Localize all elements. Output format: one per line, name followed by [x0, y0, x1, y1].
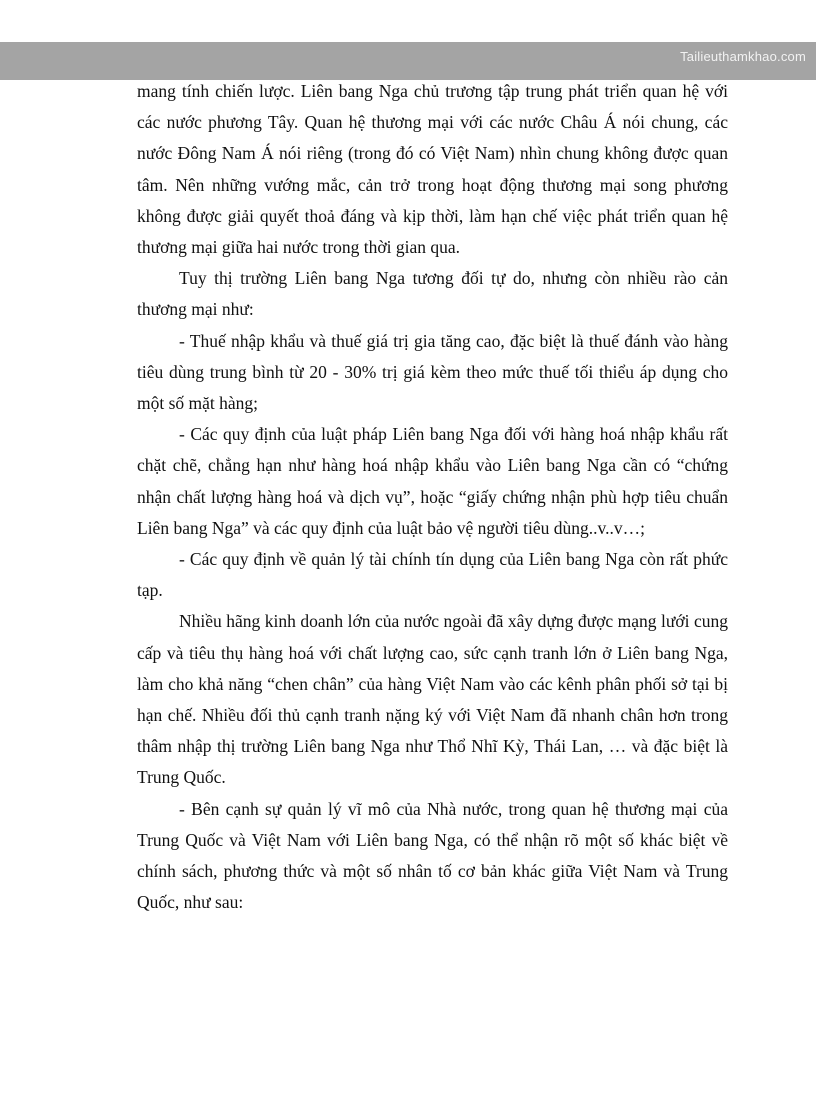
header-bar: [0, 42, 816, 80]
document-body: [137, 76, 728, 918]
watermark-text: Tailieuthamkhao.com: [680, 49, 806, 64]
paragraph: - Thuế nhập khẩu và thuế giá trị gia tăng cao, đặc biệt là thuế đánh vào hàng tiêu dùng trung bình từ 20 - 30% trị giá kèm theo mức thuế tối thiểu áp dụng cho một số mặt hàng;: [137, 330, 728, 414]
paragraph: - Bên cạnh sự quản lý vĩ mô của Nhà nước, trong quan hệ thương mại của Trung Quốc và Việt Nam với Liên bang Nga, có thể nhận rõ một số khác biệt về chính sách, phương thức và một số nhân tố cơ bản khác giữa Việt Nam và Trung Quốc, như sau:: [137, 798, 728, 913]
paragraph: - Các quy định của luật pháp Liên bang Nga đối với hàng hoá nhập khẩu rất chặt chẽ, chẳng hạn như hàng hoá nhập khẩu vào Liên bang Nga cần có “chứng nhận chất lượng hàng hoá và dịch vụ”, hoặc “giấy chứng nhận phù hợp tiêu chuẩn Liên bang Nga” và các quy định của luật bảo vệ người tiêu dùng..v..v…;: [137, 424, 728, 538]
paragraph: Tuy thị trường Liên bang Nga tương đối tự do, nhưng còn nhiều rào cản thương mại như:: [137, 268, 728, 320]
paragraph: - Các quy định về quản lý tài chính tín dụng của Liên bang Nga còn rất phức tạp.: [137, 549, 728, 601]
paragraph: Nhiều hãng kinh doanh lớn của nước ngoài đã xây dựng được mạng lưới cung cấp và tiêu thụ hàng hoá với chất lượng cao, sức cạnh tranh lớn ở Liên bang Nga, làm cho khả năng “chen chân” của hàng Việt Nam vào các kênh phân phối sở tại bị hạn chế. Nhiều đối thủ cạnh tranh nặng ký với Việt Nam đã nhanh chân hơn trong thâm nhập thị trường Liên bang Nga như Thổ Nhĩ Kỳ, Thái Lan, … và đặc biệt là Trung Quốc.: [137, 611, 728, 788]
paragraph: mang tính chiến lược. Liên bang Nga chủ trương tập trung phát triển quan hệ với các nước phương Tây. Quan hệ thương mại với các nước Châu Á nói chung, các nước Đông Nam Á nói riêng (trong đó có Việt Nam) nhìn chung không được quan tâm. Nên những vướng mắc, cản trở trong hoạt động thương mại song phương không được giải quyết thoả đáng và kịp thời, làm hạn chế việc phát triển quan hệ thương mại giữa hai nước trong thời gian qua.: [137, 81, 728, 258]
